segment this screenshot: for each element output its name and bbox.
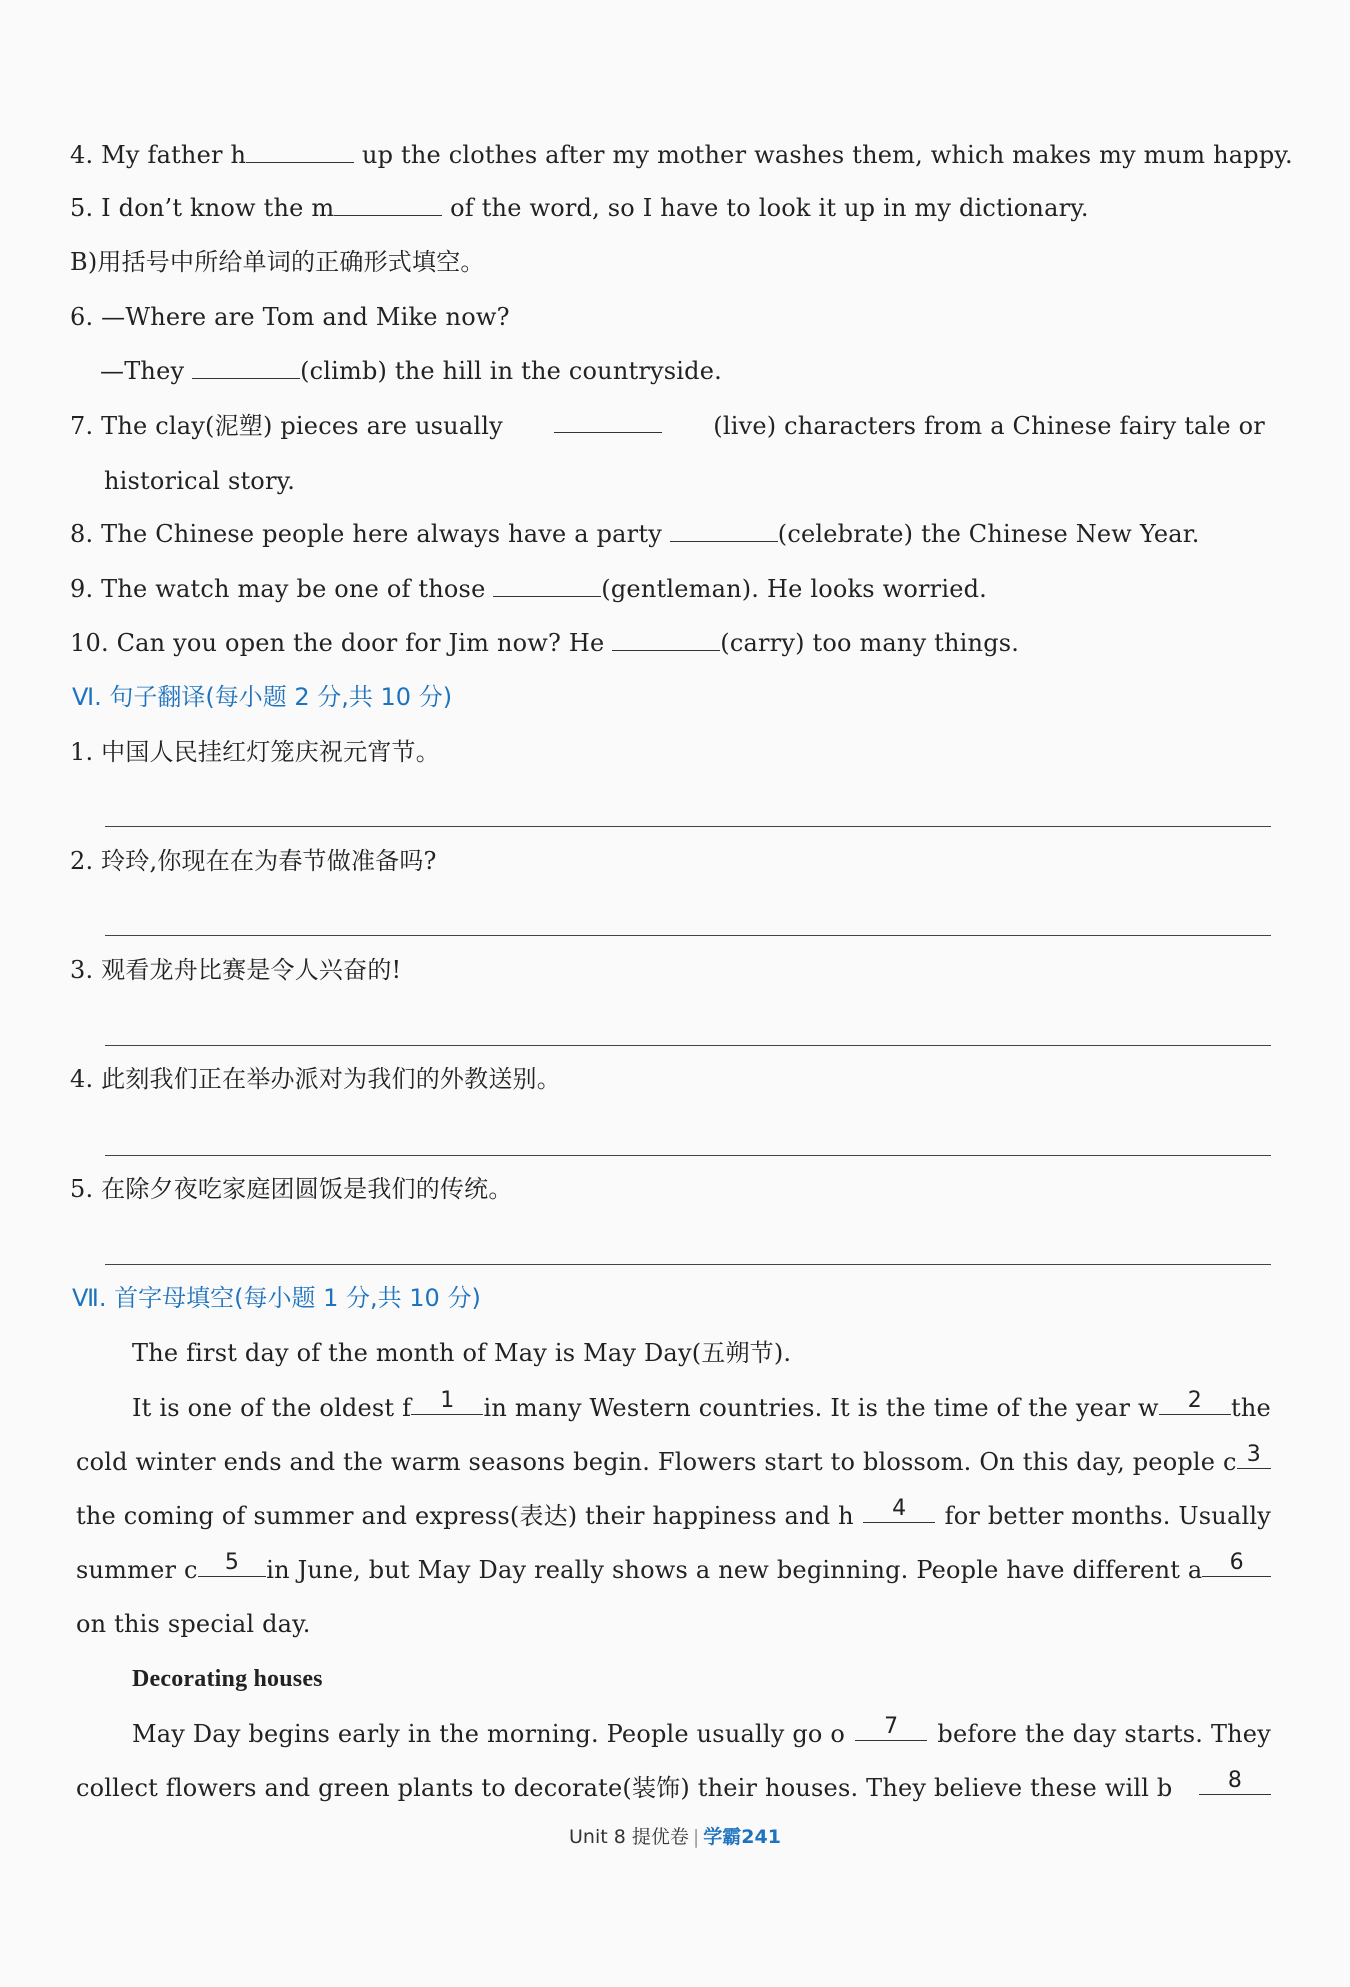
question-10: [70, 623, 1019, 663]
question-5-text-end: of the word, so I have to look it up in my dictionary.: [442, 194, 1089, 222]
question-6-prompt: 6. —Where are Tom and Mike now?: [70, 303, 510, 331]
blank-3[interactable]: 3: [1237, 1442, 1271, 1469]
question-5: [70, 188, 1089, 228]
blank-7[interactable]: 7: [855, 1714, 927, 1741]
part-b-heading: B)用括号中所给单词的正确形式填空。: [70, 248, 485, 276]
passage-text: summer c: [76, 1556, 198, 1584]
passage-text: May Day begins early in the morning. People usually go o: [132, 1720, 846, 1748]
question-7-text-end: (live) characters from a Chinese fairy tale or: [713, 412, 1265, 440]
footer-unit: Unit 8 提优卷: [569, 1826, 689, 1848]
passage-text: the coming of summer and express(表达) their happiness and h: [76, 1502, 854, 1530]
blank-8[interactable]: 8: [1199, 1768, 1271, 1795]
translation-answer-line[interactable]: [105, 1155, 1271, 1156]
blank-2[interactable]: 2: [1159, 1388, 1231, 1415]
footer-brand: 学霸: [703, 1826, 742, 1848]
blank-6[interactable]: 6: [1202, 1550, 1271, 1577]
passage-text: collect flowers and green plants to decorate(装饰) their houses. They believe these will b: [76, 1774, 1173, 1802]
translation-answer-line[interactable]: [105, 1045, 1271, 1046]
passage-text: before the day starts. They: [937, 1720, 1271, 1748]
question-6-text-end: (climb) the hill in the countryside.: [300, 357, 722, 385]
passage-intro: The first day of the month of May is May Day(五朔节).: [132, 1339, 792, 1367]
passage-line-6: [132, 1714, 1271, 1754]
passage-text: for better months. Usually: [944, 1502, 1271, 1530]
question-6-text: —They: [100, 357, 193, 385]
question-10-text-end: (carry) too many things.: [720, 629, 1020, 657]
question-7-continued: historical story.: [104, 467, 296, 495]
section-7-heading: Ⅶ. 首字母填空(每小题 1 分,共 10 分): [72, 1284, 481, 1312]
blank-1[interactable]: 1: [411, 1388, 483, 1415]
question-9-text-end: (gentleman). He looks worried.: [601, 575, 987, 603]
translation-item-4: 4. 此刻我们正在举办派对为我们的外教送别。: [70, 1065, 561, 1093]
passage-line-7: [76, 1768, 1271, 1808]
question-6-answer: [100, 351, 722, 391]
passage-text: It is one of the oldest f: [132, 1394, 412, 1422]
translation-answer-line[interactable]: [105, 826, 1271, 827]
section-6-heading: Ⅵ. 句子翻译(每小题 2 分,共 10 分): [72, 683, 453, 711]
question-8-text: 8. The Chinese people here always have a party: [70, 520, 670, 548]
answer-blank[interactable]: [493, 570, 601, 597]
page-footer: Unit 8 提优卷 | 学霸241: [569, 1826, 781, 1848]
translation-item-3: 3. 观看龙舟比赛是令人兴奋的!: [70, 956, 402, 984]
answer-blank[interactable]: [246, 136, 354, 163]
passage-line-1: [132, 1388, 1271, 1428]
question-10-text: 10. Can you open the door for Jim now? He: [70, 629, 613, 657]
question-4-text: 4. My father h: [70, 141, 247, 169]
passage-text: cold winter ends and the warm seasons begin. Flowers start to blossom. On this day, people c: [76, 1448, 1237, 1476]
answer-blank[interactable]: [192, 352, 300, 379]
blank-5[interactable]: 5: [198, 1550, 267, 1577]
question-7-text: 7. The clay(泥塑) pieces are usually: [70, 412, 503, 440]
question-9: [70, 569, 987, 609]
question-9-text: 9. The watch may be one of those: [70, 575, 494, 603]
answer-blank[interactable]: [612, 624, 720, 651]
question-5-text: 5. I don’t know the m: [70, 194, 335, 222]
translation-item-5: 5. 在除夕夜吃家庭团圆饭是我们的传统。: [70, 1175, 513, 1203]
question-8-text-end: (celebrate) the Chinese New Year.: [777, 520, 1200, 548]
passage-line-4: [76, 1550, 1271, 1590]
passage-text: in June, but May Day really shows a new beginning. People have different a: [266, 1556, 1203, 1584]
passage-text: the: [1231, 1394, 1271, 1422]
answer-blank[interactable]: [554, 406, 662, 433]
translation-answer-line[interactable]: [105, 935, 1271, 936]
question-4: [70, 135, 1293, 175]
answer-blank[interactable]: [670, 515, 778, 542]
passage-line-5: on this special day.: [76, 1610, 311, 1638]
question-4-text-end: up the clothes after my mother washes them, which makes my mum happy.: [354, 141, 1293, 169]
question-8: [70, 514, 1200, 554]
translation-item-2: 2. 玲玲,你现在在为春节做准备吗?: [70, 847, 437, 875]
translation-answer-line[interactable]: [105, 1264, 1271, 1265]
passage-subheading: Decorating houses: [132, 1666, 323, 1692]
translation-item-1: 1. 中国人民挂红灯笼庆祝元宵节。: [70, 738, 440, 766]
passage-text: in many Western countries. It is the time of the year w: [483, 1394, 1159, 1422]
question-7: [70, 406, 1265, 446]
passage-line-2: [76, 1442, 1271, 1482]
blank-4[interactable]: 4: [863, 1496, 935, 1523]
passage-line-3: [76, 1496, 1271, 1536]
answer-blank[interactable]: [334, 189, 442, 216]
page-number: 241: [741, 1826, 781, 1848]
